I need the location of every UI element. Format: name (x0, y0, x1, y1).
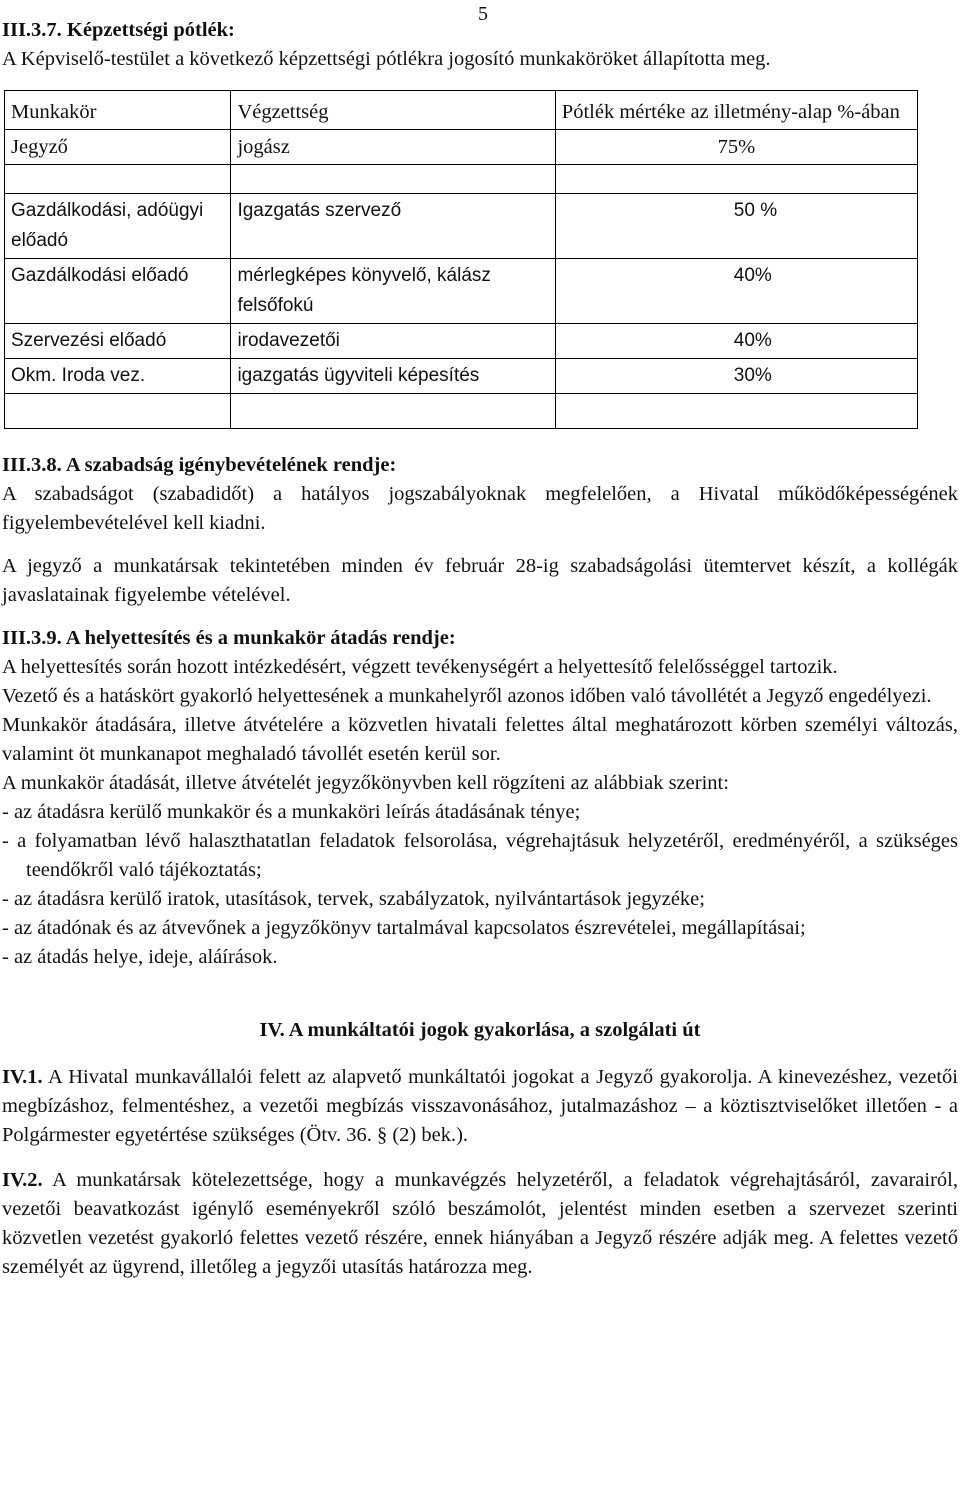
cell-empty (231, 165, 555, 194)
list-item: - az átadásra kerülő munkakör és a munkaköri leírás átadásának ténye; (2, 801, 581, 823)
cell-percent: 50 % (555, 194, 917, 259)
cell-percent: 75% (555, 130, 917, 165)
section-339-paragraph-4: A munkakör átadását, illetve átvételét jegyzőkönyvben kell rögzíteni az alábbiak szerint: (2, 772, 729, 794)
table-row (5, 130, 918, 165)
table-row (5, 359, 918, 394)
section-339 (2, 624, 958, 972)
cell-education: Igazgatás szervező (231, 194, 555, 259)
list-item: - az átadás helye, ideje, aláírások. (2, 946, 278, 968)
section-339-title: A helyettesítés és a munkakör átadás rendje: (65, 627, 456, 649)
cell-education: irodavezetői (231, 324, 555, 359)
section-338-paragraph-2: A jegyző a munkatársak tekintetében minden év február 28-ig szabadságolási ütemtervet készít, a kollégák javaslatainak figyelembe vételével. (2, 555, 958, 606)
cell-role: Szervezési előadó (5, 324, 231, 359)
table-row (5, 324, 918, 359)
section-338-number: III.3.8. (2, 454, 62, 476)
chapter-title: IV. A munkáltatói jogok gyakorlása, a szolgálati út (259, 1019, 701, 1041)
cell-education: igazgatás ügyviteli képesítés (231, 359, 555, 394)
section-339-number: III.3.9. (2, 627, 62, 649)
cell-education: mérlegképes könyvelő, kálász felsőfokú (231, 259, 555, 324)
header-role: Munkakör (5, 91, 231, 130)
section-339-heading (2, 624, 958, 653)
cell-education: jogász (231, 130, 555, 165)
section-338 (2, 451, 958, 610)
document-body (2, 16, 958, 1282)
cell-role: Okm. Iroda vez. (5, 359, 231, 394)
section-339-paragraph-1: A helyettesítés során hozott intézkedésért, végzett tevékenységért a helyettesítő felelősséggel tartozik. (2, 656, 838, 678)
header-allowance: Pótlék mértéke az illetmény-alap %-ában (555, 91, 917, 130)
section-338-paragraph-1: A szabadságot (szabadidőt) a hatályos jogszabályoknak megfelelően, a Hivatal működőképességének figyelembevételével kell kiadni. (2, 483, 958, 534)
cell-empty (555, 394, 917, 429)
section-iv2-text: A munkatársak kötelezettsége, hogy a munkavégzés helyzetéről, a feladatok végrehajtásáról, zavarairól, vezetői beavatkozást igénylő eseményekről szóló beszámolót, jelentést minden esetben a szervezet szerinti közvetlen vezetést gyakorló felettes vezető részére, ennek hiányában a Jegyző részére adják meg. A felettes vezető személyét az ügyrend, illetőleg a jegyzői utasítás határozza meg. (2, 1169, 958, 1278)
cell-role: Jegyző (5, 130, 231, 165)
section-iv1-text: A Hivatal munkavállalói felett az alapvető munkáltatói jogokat a Jegyző gyakorolja. A kinevezéshez, vezetői megbízáshoz, felmentéshez, a vezetői megbízás visszavonásához, jutalmazáshoz – a köztisztviselőket illetően - a Polgármester egyetértése szükséges (Ötv. 36. § (2) bek.). (2, 1066, 959, 1146)
section-iv2 (2, 1166, 958, 1282)
cell-empty (555, 165, 917, 194)
cell-percent: 40% (555, 324, 917, 359)
section-338-title: A szabadság igénybevételének rendje: (65, 454, 397, 476)
cell-role: Gazdálkodási, adóügyi előadó (5, 194, 231, 259)
table-row (5, 259, 918, 324)
cell-empty (5, 394, 231, 429)
page-number: 5 (478, 3, 488, 25)
section-339-paragraph-3: Munkakör átadására, illetve átvételére a közvetlen hivatali felettes által meghatározott körben személyi változás, valamint öt munkanapot meghaladó távollét esetén kerül sor. (2, 714, 958, 765)
cell-role: Gazdálkodási előadó (5, 259, 231, 324)
table-spacer-row (5, 165, 918, 194)
section-iv1 (2, 1063, 958, 1150)
section-iv1-number: IV.1. (2, 1066, 43, 1088)
section-337-intro: A Képviselő-testület a következő képzettségi pótlékra jogosító munkaköröket állapította meg. (2, 48, 771, 70)
cell-empty (231, 394, 555, 429)
table-row (5, 194, 918, 259)
section-337-title: III.3.7. Képzettségi pótlék: (2, 19, 235, 41)
section-338-heading (2, 451, 958, 480)
section-iv2-number: IV.2. (2, 1169, 43, 1191)
section-339-paragraph-2: Vezető és a hatáskört gyakorló helyettesének a munkahelyről azonos időben való távollétét a Jegyző engedélyezi. (2, 685, 932, 707)
qualification-table (4, 90, 918, 429)
table-empty-row (5, 394, 918, 429)
list-item: - a folyamatban lévő halaszthatatlan feladatok felsorolása, végrehajtásuk helyzetéről, eredményéről, a szükséges teendőkről való tájékoztatás; (2, 830, 958, 881)
header-education: Végzettség (231, 91, 555, 130)
table-header-row (5, 91, 918, 130)
cell-percent: 30% (555, 359, 917, 394)
cell-empty (5, 165, 231, 194)
cell-percent: 40% (555, 259, 917, 324)
list-item: - az átadásra kerülő iratok, utasítások, tervek, szabályzatok, nyilvántartások jegyzéke; (2, 888, 705, 910)
list-item: - az átadónak és az átvevőnek a jegyzőkönyv tartalmával kapcsolatos észrevételei, megállapításai; (2, 917, 806, 939)
